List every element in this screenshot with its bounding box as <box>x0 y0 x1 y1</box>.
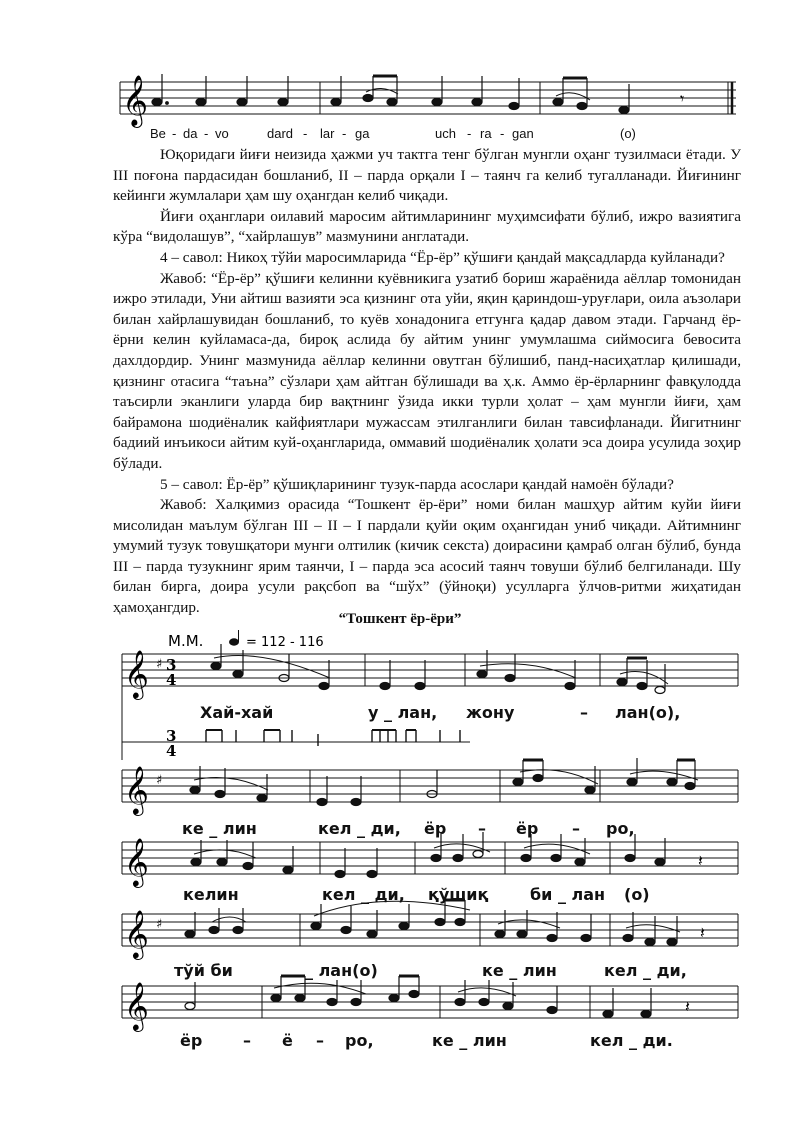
svg-text:-: - <box>172 126 177 141</box>
perc-time-bottom: 4 <box>166 742 177 760</box>
percussion-notes <box>206 730 460 746</box>
paragraph: Йиғи оҳанглари оилавий маросим айтимларининг муҳимсифати бўлиб, ижро вазиятига кўра “видолашув”, “хайрлашув” мазмунини англатади. <box>113 207 741 246</box>
svg-text:ке _ лин: ке _ лин <box>182 819 257 838</box>
sharp-icon: ♯ <box>156 773 163 788</box>
sharp-icon: ♯ <box>156 657 163 672</box>
svg-text:ra: ra <box>480 126 492 141</box>
svg-text:кел _ ди,: кел _ ди, <box>318 819 401 838</box>
treble-clef-icon: 𝄞 <box>124 765 149 814</box>
svg-text:ро,: ро, <box>606 819 635 838</box>
sharp-icon: ♯ <box>156 917 163 932</box>
notes-line-3 <box>191 832 665 878</box>
svg-text:Be: Be <box>150 126 166 141</box>
svg-text:лан(о),: лан(о), <box>615 703 681 722</box>
notes-line-5 <box>185 976 651 1018</box>
lyrics-line-4 <box>174 961 687 980</box>
treble-clef-icon: 𝄞 <box>122 75 149 126</box>
question-5: 5 – савол: Ёр-ёр” қўшиқларининг тузук-парда асослари қандай намоён бўлади? <box>160 475 674 493</box>
rest-icon: 𝄽 <box>698 851 703 870</box>
notes-line-2 <box>190 758 695 806</box>
lyrics-line-5 <box>180 1031 673 1050</box>
svg-text:-: - <box>303 126 308 141</box>
notes-line-4 <box>185 900 677 946</box>
svg-text:–: – <box>316 1031 324 1050</box>
score-title: “Тошкент ёр-ёри” <box>338 611 462 627</box>
svg-text:–: – <box>243 1031 251 1050</box>
svg-text:келин: келин <box>183 885 239 904</box>
top-staff <box>120 82 736 114</box>
svg-text:ёр: ёр <box>180 1031 203 1050</box>
rest-icon: 𝄽 <box>685 997 690 1016</box>
answer-5: Жавоб: Халқимиз орасида “Тошкент ёр-ёри” номи билан машҳур айтим куйи йиғи мисолидан маълум бўлган III – II – I пардали қуйи оқим оҳангидан униб чиқади. Айтимнинг умумий тузук товушқатори мунги олтилик (кичик секста) доирасини қамраб олган бўлиб, бунда III – парда тузукнинг ярим таянчи, I – парда эса асосий таянч товуши бўлиб белгиланади. Шу билан бирга, доира усули рақсбоп ва “шўх” (ўйноқи) усулларга ўлчов-ритми жиҳатидан ҳамоҳангдир. <box>113 496 741 617</box>
time-signature-bottom: 4 <box>166 671 177 689</box>
music-score <box>0 630 800 1130</box>
svg-text:ке _ лин: ке _ лин <box>482 961 557 980</box>
question-4: 4 – савол: Никоҳ тўйи маросимларида “Ёр-ёр” қўшиғи қандай мақсадларда куйланади? <box>160 248 725 266</box>
svg-text:gan: gan <box>512 126 534 141</box>
perc-time-top: 3 <box>166 727 177 745</box>
svg-text:_ лан(о): _ лан(о) <box>305 961 378 980</box>
svg-text:кел _ ди,: кел _ ди, <box>322 885 405 904</box>
svg-text:–: – <box>580 703 588 722</box>
svg-text:vo: vo <box>215 126 229 141</box>
svg-text:–: – <box>478 819 486 838</box>
svg-text:у _ лан,: у _ лан, <box>368 703 438 722</box>
svg-text:ёр: ёр <box>516 819 539 838</box>
svg-text:uch: uch <box>435 126 456 141</box>
lyrics-line-3 <box>183 885 650 904</box>
svg-text:тўй би: тўй би <box>174 961 233 980</box>
svg-text:кел _ ди,: кел _ ди, <box>604 961 687 980</box>
tempo-value: = 112 - 116 <box>246 635 324 650</box>
rest-icon: 𝄾 <box>680 89 685 108</box>
svg-text:-: - <box>342 126 347 141</box>
svg-text:-: - <box>204 126 209 141</box>
svg-text:ga: ga <box>355 126 370 141</box>
svg-text:dard: dard <box>267 126 294 141</box>
treble-clef-icon: 𝄞 <box>124 909 149 958</box>
top-notes <box>152 74 629 114</box>
svg-text:-: - <box>500 126 505 141</box>
staff-3 <box>122 842 738 874</box>
quarter-note-icon <box>230 630 239 645</box>
svg-text:ёр: ёр <box>424 819 447 838</box>
rest-icon: 𝄽 <box>700 923 705 942</box>
svg-text:ё: ё <box>282 1031 293 1050</box>
treble-clef-icon: 𝄞 <box>124 649 149 698</box>
top-lyrics <box>150 126 636 141</box>
treble-clef-icon: 𝄞 <box>124 837 149 886</box>
lyrics-line-1 <box>200 703 680 722</box>
svg-text:кел _ ди.: кел _ ди. <box>590 1031 673 1050</box>
treble-clef-icon: 𝄞 <box>124 981 149 1030</box>
top-music-example <box>0 0 800 145</box>
tempo-mark: M.M. <box>168 632 204 650</box>
svg-text:(о): (о) <box>624 885 650 904</box>
paragraph: Юқоридаги йиғи неизида ҳажми уч тактга тенг бўлган мунгли оҳанг тузилмаси ётади. У III поғона пардасидан бошланиб, II – парда орқали I – таянч га келиб тугалланади. Йиғининг кейинги жумлалари ҳам шу оҳангдан келиб чиқади. <box>113 146 741 205</box>
svg-text:da: da <box>183 126 198 141</box>
time-signature-top: 3 <box>166 656 177 674</box>
svg-text:қўшиқ: қўшиқ <box>428 885 489 904</box>
svg-text:би _ лан: би _ лан <box>530 885 606 904</box>
answer-4: Жавоб: “Ёр-ёр” қўшиғи келинни куёвникига узатиб бориш жараёнида аёллар томонидан ижро этилади, Уни айтиш вазияти эса қизнинг ота уйи, яқин қариндош-уруғлари, оила аъзолари билан хайрлашувидан бошланиб, то куёв хонадонига етгунга қадар давом этади. Гарчанд ёр-ёрни келин куйламаса-да, бироқ аслида бу айтим унинг умумлашма сиймосига бевосита дахлдордир. Унинг мазмунида аёллар келинни овутган бўлишиб, панд-насиҳатлар қилишади, қизнинг отасига “таъна” сўзлари ҳам айтган бўлишади ва ҳ.к. Аммо ёр-ёрларнинг фавқулодда таъсирли эканлиги уларда бир вақтнинг ўзида икки турли ҳолат – ҳам мунгли йиғи, ҳам байрамона шодиёналик кайфиятлари мужассам этилганлиги билан тавсифланади. Йигитнинг бадиий инъикоси айтим куй-оҳангларида, оммавий шодиёналик ҳолати эса доира усулида зоҳир бўлади. <box>113 269 741 472</box>
svg-text:жону: жону <box>466 703 515 722</box>
svg-text:ро,: ро, <box>345 1031 374 1050</box>
slurs-line-2 <box>194 770 698 790</box>
svg-text:–: – <box>572 819 580 838</box>
svg-text:ке _ лин: ке _ лин <box>432 1031 507 1050</box>
svg-text:-: - <box>467 126 472 141</box>
body-text <box>113 145 741 619</box>
svg-text:(o): (o) <box>620 126 636 141</box>
lyrics-line-2 <box>182 819 635 838</box>
svg-text:lar: lar <box>320 126 335 141</box>
svg-text:Хай-хай: Хай-хай <box>200 703 274 722</box>
